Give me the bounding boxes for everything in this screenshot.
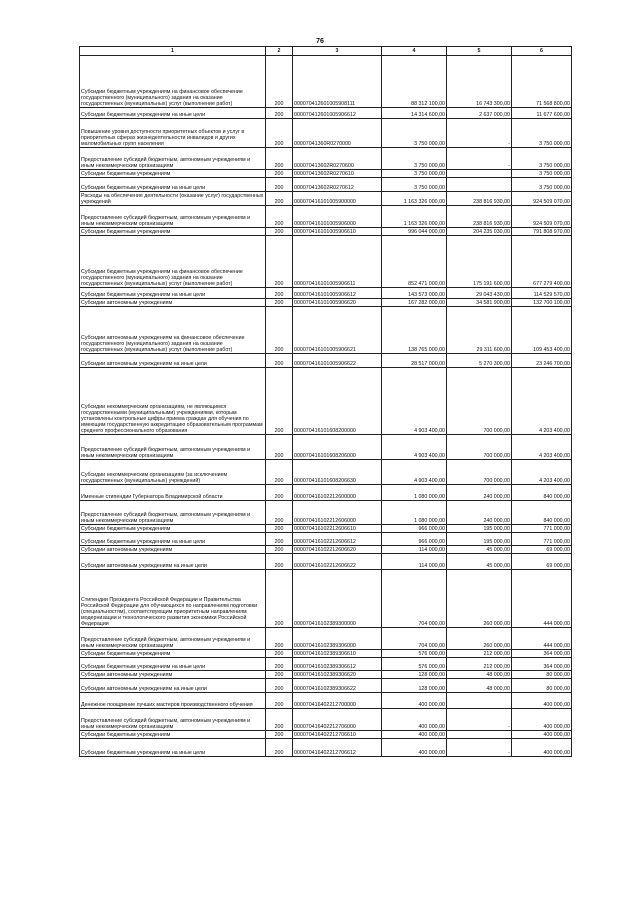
row-approved-cell: 128 000,00 xyxy=(382,679,447,693)
row-kbk-cell: 000070416101608206000 xyxy=(293,435,382,460)
row-code-cell: 200 xyxy=(266,192,293,206)
row-remaining-cell: 364 000,00 xyxy=(512,658,572,671)
row-name-cell: Денежное поощрение лучших мастеров производственного обучения xyxy=(80,693,266,709)
row-kbk-cell: 000070412601005906612 xyxy=(293,108,382,119)
row-remaining-cell: 4 203 400,00 xyxy=(512,435,572,460)
row-code-cell: 200 xyxy=(266,56,293,108)
row-remaining-cell: 400 000,00 xyxy=(512,739,572,757)
row-executed-cell: 5 270 300,00 xyxy=(447,354,512,368)
row-executed-cell: 195 000,00 xyxy=(447,525,512,533)
row-executed-cell: 48 000,00 xyxy=(447,671,512,679)
row-executed-cell: 2 637 000,00 xyxy=(447,108,512,119)
row-remaining-cell: 4 203 400,00 xyxy=(512,460,572,485)
row-name-cell: Именные стипендии Губернатора Владимирской области xyxy=(80,485,266,501)
row-name-cell: Субсидии автономным учреждениям на иные цели xyxy=(80,679,266,693)
table-row xyxy=(80,693,572,709)
row-approved-cell: 1 080 000,00 xyxy=(382,485,447,501)
row-approved-cell: 138 765 000,00 xyxy=(382,307,447,354)
row-remaining-cell: 80 000,00 xyxy=(512,679,572,693)
row-code-cell: 200 xyxy=(266,178,293,192)
row-approved-cell: 852 471 000,00 xyxy=(382,236,447,288)
row-name-cell: Субсидии автономным учреждениям на финансовое обеспечение государственного (муниципального) задания на оказание государственных (муниципальных) услуг (выполнение работ) xyxy=(80,307,266,354)
row-name-cell: Субсидии некоммерческим организациям, не являющимся государственными (муниципальными) учреждениями, которым установлены контрольные цифры приема граждан для обучения по имеющим государственную аккредитацию образовательным программам среднего профессионального образования xyxy=(80,368,266,435)
row-approved-cell: 4 903 400,00 xyxy=(382,435,447,460)
row-name-cell: Субсидии бюджетным учреждениям на иные цели xyxy=(80,658,266,671)
row-name-cell: Субсидии бюджетным учреждениям на иные цели xyxy=(80,533,266,546)
row-approved-cell: 3 750 000,00 xyxy=(382,148,447,170)
row-approved-cell: 1 080 000,00 xyxy=(382,501,447,525)
table-row xyxy=(80,525,572,533)
row-name-cell: Субсидии автономным учреждениям на иные цели xyxy=(80,354,266,368)
row-kbk-cell: 000070416102212606620 xyxy=(293,546,382,554)
row-approved-cell: 704 000,00 xyxy=(382,570,447,628)
row-approved-cell: 966 000,00 xyxy=(382,525,447,533)
row-name-cell: Субсидии бюджетным учреждениям на иные цели xyxy=(80,739,266,757)
row-remaining-cell: 364 000,00 xyxy=(512,650,572,658)
row-approved-cell: 114 000,00 xyxy=(382,554,447,570)
table-row xyxy=(80,178,572,192)
table-row xyxy=(80,435,572,460)
row-kbk-cell: 000070416101005906622 xyxy=(293,354,382,368)
row-remaining-cell: 840 000,00 xyxy=(512,485,572,501)
row-code-cell: 200 xyxy=(266,671,293,679)
row-remaining-cell: 3 750 000,00 xyxy=(512,148,572,170)
row-code-cell: 200 xyxy=(266,533,293,546)
row-name-cell: Субсидии бюджетным учреждениям на финансовое обеспечение государственного (муниципального) задания на оказание государственных (муниципальных) услуг (выполнение работ) xyxy=(80,236,266,288)
row-code-cell: 200 xyxy=(266,435,293,460)
table-row xyxy=(80,671,572,679)
row-approved-cell: 1 163 326 000,00 xyxy=(382,206,447,228)
row-approved-cell: 143 573 000,00 xyxy=(382,288,447,299)
row-remaining-cell: 924 509 070,00 xyxy=(512,192,572,206)
row-remaining-cell: 11 677 600,00 xyxy=(512,108,572,119)
row-executed-cell: 204 235 030,00 xyxy=(447,228,512,236)
row-code-cell: 200 xyxy=(266,554,293,570)
row-name-cell: Субсидии автономным учреждениям на иные цели xyxy=(80,554,266,570)
row-remaining-cell: 23 246 700,00 xyxy=(512,354,572,368)
table-row xyxy=(80,108,572,119)
row-approved-cell: 3 750 000,00 xyxy=(382,170,447,178)
row-remaining-cell: 840 000,00 xyxy=(512,501,572,525)
table-row xyxy=(80,554,572,570)
row-remaining-cell: 400 000,00 xyxy=(512,731,572,739)
row-remaining-cell: 109 453 400,00 xyxy=(512,307,572,354)
row-code-cell: 200 xyxy=(266,485,293,501)
row-code-cell: 200 xyxy=(266,288,293,299)
table-row xyxy=(80,354,572,368)
row-code-cell: 200 xyxy=(266,679,293,693)
row-kbk-cell: 000070413602R0270600 xyxy=(293,148,382,170)
table-row xyxy=(80,288,572,299)
row-executed-cell: 45 000,00 xyxy=(447,546,512,554)
column-header-6: 6 xyxy=(512,47,572,56)
row-code-cell: 200 xyxy=(266,731,293,739)
row-code-cell: 200 xyxy=(266,206,293,228)
row-code-cell: 200 xyxy=(266,228,293,236)
row-remaining-cell: 677 279 400,00 xyxy=(512,236,572,288)
row-executed-cell: 700 000,00 xyxy=(447,368,512,435)
row-name-cell: Стипендии Президента Российской Федерации и Правительства Российской Федерации для обучающихся по направлениям подготовки (специальностям), соответствующим приоритетным направлениям модернизации и технологического развития экономики Российской Федерации xyxy=(80,570,266,628)
row-name-cell: Субсидии автономным учреждениям xyxy=(80,299,266,307)
row-executed-cell: - xyxy=(447,148,512,170)
table-row xyxy=(80,148,572,170)
row-approved-cell: 1 163 326 000,00 xyxy=(382,192,447,206)
row-executed-cell: 240 000,00 xyxy=(447,485,512,501)
row-remaining-cell: 4 203 400,00 xyxy=(512,368,572,435)
row-kbk-cell: 000070413602R0270610 xyxy=(293,170,382,178)
row-remaining-cell: 444 000,00 xyxy=(512,628,572,650)
table-row xyxy=(80,546,572,554)
table-row xyxy=(80,206,572,228)
row-code-cell: 200 xyxy=(266,658,293,671)
table-row xyxy=(80,628,572,650)
table-row xyxy=(80,658,572,671)
row-executed-cell xyxy=(447,170,512,178)
row-approved-cell: 400 000,00 xyxy=(382,739,447,757)
table-row xyxy=(80,460,572,485)
row-code-cell: 200 xyxy=(266,354,293,368)
row-kbk-cell: 000070416402212706612 xyxy=(293,739,382,757)
table-row xyxy=(80,170,572,178)
table-row xyxy=(80,236,572,288)
row-code-cell: 200 xyxy=(266,628,293,650)
row-name-cell: Предоставление субсидий бюджетным, автономным учреждениям и иным некоммерческим организациям xyxy=(80,501,266,525)
column-header-4: 4 xyxy=(382,47,447,56)
row-kbk-cell: 000070416102389306620 xyxy=(293,671,382,679)
row-kbk-cell: 000070416101005906621 xyxy=(293,307,382,354)
row-approved-cell: 996 044 000,00 xyxy=(382,228,447,236)
row-approved-cell: 128 000,00 xyxy=(382,671,447,679)
row-code-cell: 200 xyxy=(266,307,293,354)
row-remaining-cell: 69 000,00 xyxy=(512,554,572,570)
table-row xyxy=(80,679,572,693)
table-header-row xyxy=(80,47,572,56)
row-code-cell: 200 xyxy=(266,501,293,525)
row-code-cell: 200 xyxy=(266,236,293,288)
row-approved-cell: 704 000,00 xyxy=(382,628,447,650)
row-name-cell: Субсидии автономным учреждениям xyxy=(80,546,266,554)
table-row xyxy=(80,533,572,546)
row-code-cell: 200 xyxy=(266,170,293,178)
row-remaining-cell: 3 750 000,00 xyxy=(512,178,572,192)
row-kbk-cell: 000070412601005908111 xyxy=(293,56,382,108)
row-executed-cell: 48 000,00 xyxy=(447,679,512,693)
budget-table xyxy=(79,46,572,757)
row-name-cell: Субсидии бюджетным учреждениям на финансовое обеспечение государственного (муниципального) задания на оказание государственных (муниципальных) услуг (выполнение работ) xyxy=(80,56,266,108)
row-remaining-cell: 400 000,00 xyxy=(512,709,572,731)
row-code-cell: 200 xyxy=(266,148,293,170)
row-name-cell: Предоставление субсидий бюджетным, автономным учреждениям и иным некоммерческим организациям xyxy=(80,148,266,170)
row-executed-cell: 260 000,00 xyxy=(447,628,512,650)
row-remaining-cell: 71 568 800,00 xyxy=(512,56,572,108)
row-executed-cell xyxy=(447,693,512,709)
row-name-cell: Предоставление субсидий бюджетным, автономным учреждениям и иным некоммерческим организациям xyxy=(80,435,266,460)
row-approved-cell: 3 750 000,00 xyxy=(382,178,447,192)
table-row xyxy=(80,570,572,628)
row-remaining-cell: 771 000,00 xyxy=(512,525,572,533)
row-name-cell: Субсидии некоммерческим организациям (за исключением государственных (муниципальных) учреждений) xyxy=(80,460,266,485)
row-remaining-cell: 114 529 570,00 xyxy=(512,288,572,299)
row-remaining-cell: 444 000,00 xyxy=(512,570,572,628)
table-row xyxy=(80,485,572,501)
row-name-cell: Предоставление субсидий бюджетным, автономным учреждениям и иным некоммерческим организациям xyxy=(80,628,266,650)
row-approved-cell: 966 000,00 xyxy=(382,533,447,546)
table-row xyxy=(80,307,572,354)
row-code-cell: 200 xyxy=(266,119,293,148)
row-kbk-cell: 000070416101005906620 xyxy=(293,299,382,307)
row-executed-cell: 195 000,00 xyxy=(447,533,512,546)
table-row xyxy=(80,501,572,525)
row-remaining-cell: 791 808 970,00 xyxy=(512,228,572,236)
column-header-2: 2 xyxy=(266,47,293,56)
column-header-3: 3 xyxy=(293,47,382,56)
row-name-cell: Субсидии автономным учреждениям xyxy=(80,671,266,679)
row-approved-cell: 400 000,00 xyxy=(382,731,447,739)
table-row xyxy=(80,650,572,658)
row-approved-cell: 14 314 600,00 xyxy=(382,108,447,119)
table-row xyxy=(80,192,572,206)
row-kbk-cell: 000070416102389306000 xyxy=(293,628,382,650)
row-remaining-cell: 771 000,00 xyxy=(512,533,572,546)
row-executed-cell: 260 000,00 xyxy=(447,570,512,628)
row-executed-cell: - xyxy=(447,709,512,731)
row-executed-cell: 238 816 930,00 xyxy=(447,192,512,206)
row-executed-cell: 238 816 930,00 xyxy=(447,206,512,228)
row-code-cell: 200 xyxy=(266,108,293,119)
row-executed-cell xyxy=(447,178,512,192)
row-name-cell: Субсидии бюджетным учреждениям на иные цели xyxy=(80,288,266,299)
row-approved-cell: 28 517 000,00 xyxy=(382,354,447,368)
row-executed-cell: 45 000,00 xyxy=(447,554,512,570)
row-approved-cell: 167 282 000,00 xyxy=(382,299,447,307)
table-row xyxy=(80,739,572,757)
row-kbk-cell: 000070416102212606622 xyxy=(293,554,382,570)
row-code-cell: 200 xyxy=(266,739,293,757)
row-name-cell: Субсидии бюджетным учреждениям xyxy=(80,525,266,533)
row-code-cell: 200 xyxy=(266,368,293,435)
row-kbk-cell: 000070416101608200000 xyxy=(293,368,382,435)
row-kbk-cell: 000070416402212706000 xyxy=(293,709,382,731)
row-kbk-cell: 000070416402212700000 xyxy=(293,693,382,709)
row-code-cell: 200 xyxy=(266,650,293,658)
row-executed-cell: - xyxy=(447,739,512,757)
row-kbk-cell: 000070413602R0270612 xyxy=(293,178,382,192)
row-code-cell: 200 xyxy=(266,546,293,554)
row-kbk-cell: 000070416402212706610 xyxy=(293,731,382,739)
row-code-cell: 200 xyxy=(266,525,293,533)
row-approved-cell: 88 312 100,00 xyxy=(382,56,447,108)
row-approved-cell: 114 000,00 xyxy=(382,546,447,554)
row-name-cell: Субсидии бюджетным учреждениям xyxy=(80,650,266,658)
row-kbk-cell: 000070416102389306610 xyxy=(293,650,382,658)
row-remaining-cell: 3 750 000,00 xyxy=(512,119,572,148)
row-code-cell: 200 xyxy=(266,460,293,485)
row-approved-cell: 3 750 000,00 xyxy=(382,119,447,148)
row-kbk-cell: 000070416101005906000 xyxy=(293,206,382,228)
row-executed-cell: 240 000,00 xyxy=(447,501,512,525)
row-kbk-cell: 000070416101005906611 xyxy=(293,236,382,288)
column-header-1: 1 xyxy=(80,47,266,56)
row-kbk-cell: 000070416102212600000 xyxy=(293,485,382,501)
row-name-cell: Субсидии бюджетным учреждениям на иные цели xyxy=(80,108,266,119)
row-approved-cell: 576 000,00 xyxy=(382,650,447,658)
row-name-cell: Повышение уровня доступности приоритетных объектов и услуг в приоритетных сферах жизнедеятельности инвалидов и других маломобильных групп населения xyxy=(80,119,266,148)
table-row xyxy=(80,228,572,236)
row-kbk-cell: 000070416101005900000 xyxy=(293,192,382,206)
row-remaining-cell: 69 000,00 xyxy=(512,546,572,554)
row-executed-cell: 700 000,00 xyxy=(447,435,512,460)
row-remaining-cell: 132 700 100,00 xyxy=(512,299,572,307)
row-kbk-cell: 000070416101005906610 xyxy=(293,228,382,236)
row-code-cell: 200 xyxy=(266,570,293,628)
row-executed-cell: 212 000,00 xyxy=(447,658,512,671)
row-approved-cell: 4 903 400,00 xyxy=(382,368,447,435)
row-executed-cell xyxy=(447,731,512,739)
row-executed-cell: 700 000,00 xyxy=(447,460,512,485)
row-kbk-cell: 000070416102389306612 xyxy=(293,658,382,671)
table-row xyxy=(80,731,572,739)
table-row xyxy=(80,299,572,307)
row-executed-cell: 212 000,00 xyxy=(447,650,512,658)
row-remaining-cell: 80 000,00 xyxy=(512,671,572,679)
budget-table-body xyxy=(80,47,572,757)
row-executed-cell: 16 743 300,00 xyxy=(447,56,512,108)
row-executed-cell: 175 191 600,00 xyxy=(447,236,512,288)
row-code-cell: 200 xyxy=(266,299,293,307)
row-kbk-cell: 000070416102212606612 xyxy=(293,533,382,546)
row-kbk-cell: 000070416101608206630 xyxy=(293,460,382,485)
row-kbk-cell: 000070416102212606000 xyxy=(293,501,382,525)
row-name-cell: Субсидии бюджетным учреждениям xyxy=(80,170,266,178)
row-kbk-cell: 000070416102212606610 xyxy=(293,525,382,533)
row-code-cell: 200 xyxy=(266,693,293,709)
row-remaining-cell: 3 750 000,00 xyxy=(512,170,572,178)
row-remaining-cell: 924 509 070,00 xyxy=(512,206,572,228)
row-name-cell: Расходы на обеспечение деятельности (оказание услуг) государственных учреждений xyxy=(80,192,266,206)
row-remaining-cell: 400 000,00 xyxy=(512,693,572,709)
row-kbk-cell: 00007041360R0270000 xyxy=(293,119,382,148)
row-approved-cell: 400 000,00 xyxy=(382,693,447,709)
row-name-cell: Субсидии бюджетным учреждениям xyxy=(80,731,266,739)
table-row xyxy=(80,56,572,108)
row-kbk-cell: 000070416102389300000 xyxy=(293,570,382,628)
row-approved-cell: 576 000,00 xyxy=(382,658,447,671)
row-executed-cell: 29 043 430,00 xyxy=(447,288,512,299)
row-code-cell: 200 xyxy=(266,709,293,731)
column-header-5: 5 xyxy=(447,47,512,56)
row-name-cell: Субсидии бюджетным учреждениям на иные цели xyxy=(80,178,266,192)
row-executed-cell: 29 311 600,00 xyxy=(447,307,512,354)
row-approved-cell: 400 000,00 xyxy=(382,709,447,731)
row-name-cell: Предоставление субсидий бюджетным, автономным учреждениям и иным некоммерческим организациям xyxy=(80,206,266,228)
row-executed-cell: 34 581 900,00 xyxy=(447,299,512,307)
table-row xyxy=(80,709,572,731)
page-number: 76 xyxy=(316,38,324,45)
row-kbk-cell: 000070416102389306622 xyxy=(293,679,382,693)
table-row xyxy=(80,119,572,148)
row-kbk-cell: 000070416101005906612 xyxy=(293,288,382,299)
table-row xyxy=(80,368,572,435)
row-executed-cell: - xyxy=(447,119,512,148)
row-name-cell: Предоставление субсидий бюджетным, автономным учреждениям и иным некоммерческим организациям xyxy=(80,709,266,731)
row-name-cell: Субсидии бюджетным учреждениям xyxy=(80,228,266,236)
row-approved-cell: 4 903 400,00 xyxy=(382,460,447,485)
